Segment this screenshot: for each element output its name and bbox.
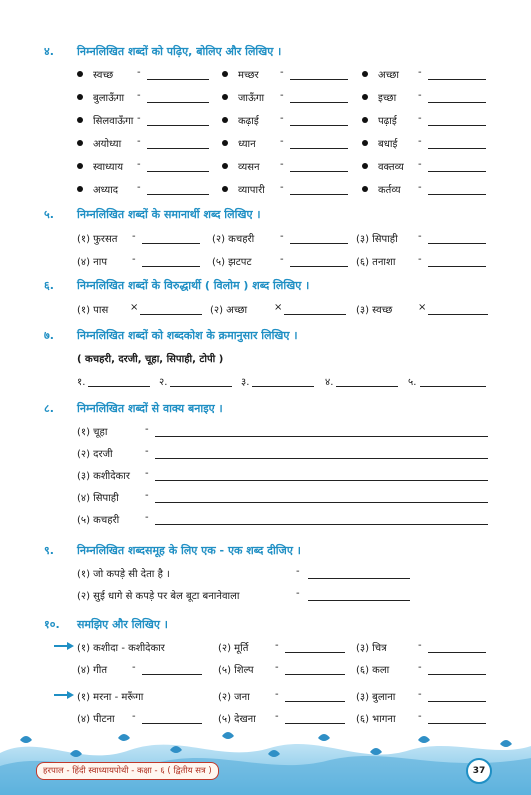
- q4-answer-line[interactable]: [147, 194, 209, 195]
- q4-answer-line[interactable]: [147, 79, 209, 80]
- arrow-right-icon: [54, 691, 74, 699]
- q4-answer-line[interactable]: [290, 125, 348, 126]
- q10-item: (५) देखना: [218, 714, 256, 725]
- q6-cross-3: ×: [418, 302, 427, 313]
- q5-item: (२) कचहरी: [212, 234, 255, 245]
- q7-word-list: ( कचहरी, दरजी, चूहा, सिपाही, टोपी ): [77, 354, 224, 365]
- q5-dash: -: [418, 231, 422, 242]
- q4-word: [362, 182, 401, 200]
- arrow-right-icon: [54, 642, 74, 650]
- q4-answer-line[interactable]: [290, 148, 348, 149]
- q7-slot-line-4[interactable]: [336, 386, 398, 387]
- q5-item: (४) नाप: [77, 257, 108, 268]
- q4-answer-line[interactable]: [147, 102, 209, 103]
- q6-row: [0, 302, 531, 322]
- q9-number: ९.: [44, 544, 54, 557]
- q4-word-text: अयोध्या: [93, 139, 122, 150]
- q6-item-3: (३) स्वच्छ: [356, 305, 393, 316]
- q5-item: (३) सिपाही: [356, 234, 398, 245]
- q4-heading: [0, 44, 531, 60]
- q4-word-text: कर्तव्य: [378, 185, 401, 196]
- q10-answer-line[interactable]: [285, 674, 345, 675]
- q4-word-text: व्यसन: [238, 162, 260, 173]
- q7-slot-line-5[interactable]: [420, 386, 486, 387]
- q4-answer-line[interactable]: [147, 171, 209, 172]
- q4-dash: -: [137, 136, 141, 147]
- q9-row-1: [0, 566, 531, 586]
- q4-word-text: मच्छर: [238, 70, 259, 81]
- q4-word-text: सिलवाऊँगा: [93, 116, 134, 127]
- bullet-icon: [77, 117, 83, 123]
- q4-answer-line[interactable]: [428, 102, 486, 103]
- bullet-icon: [77, 163, 83, 169]
- q5-title: निम्नलिखित शब्दों के समानार्थी शब्द लिखिए ।: [77, 208, 261, 221]
- q4-dash: -: [137, 90, 141, 101]
- q4-word: [77, 182, 118, 200]
- q4-dash: -: [137, 113, 141, 124]
- q8-dash: -: [145, 446, 149, 457]
- q4-dash: -: [280, 182, 284, 193]
- q4-word-text: अध्याद: [93, 185, 119, 196]
- q10-item: (६) भागना: [356, 714, 396, 725]
- q10-item: (२) जना: [218, 692, 250, 703]
- q5-answer-line[interactable]: [428, 266, 486, 267]
- q9-item-2: (२) सुई धागे से कपड़े पर बेल बूटा बनानेवाला: [77, 591, 240, 602]
- q10-dash: -: [418, 689, 422, 700]
- bullet-icon: [77, 186, 83, 192]
- q8-dash: -: [145, 424, 149, 435]
- q8-item: (३) कशीदेकार: [77, 471, 130, 482]
- q10-row: [0, 689, 531, 709]
- q4-dash: -: [280, 90, 284, 101]
- q6-heading: [0, 278, 531, 294]
- q5-item: (५) झटपट: [212, 257, 252, 268]
- q7-slot-label-4: ४.: [325, 377, 334, 388]
- q6-answer-line-2[interactable]: [284, 314, 346, 315]
- q10-item: (३) बुलाना: [356, 692, 396, 703]
- q4-word-text: स्वच्छ: [93, 70, 114, 81]
- q5-row: [0, 254, 531, 274]
- q4-dash: -: [418, 67, 422, 78]
- q4-answer-line[interactable]: [428, 148, 486, 149]
- q4-word-text: अच्छा: [378, 70, 399, 81]
- q4-row: [0, 182, 531, 202]
- q4-word-text: बुलाऊँगा: [93, 93, 125, 104]
- q4-dash: -: [418, 159, 422, 170]
- q5-heading: [0, 207, 531, 223]
- bullet-icon: [362, 71, 368, 77]
- q4-answer-line[interactable]: [428, 125, 486, 126]
- bullet-icon: [222, 163, 228, 169]
- q9-item-1: (१) जो कपड़े सी देता है ।: [77, 569, 170, 580]
- q4-word: [77, 90, 124, 108]
- q4-word-text: जाऊँगा: [238, 93, 265, 104]
- q4-word: [222, 67, 259, 85]
- bullet-icon: [362, 163, 368, 169]
- q10-answer-line[interactable]: [285, 701, 345, 702]
- q5-item: (१) फुरसत: [77, 234, 118, 245]
- bullet-icon: [77, 94, 83, 100]
- q8-dash: -: [145, 468, 149, 479]
- q4-dash: -: [418, 136, 422, 147]
- q10-row: [0, 640, 531, 660]
- bullet-icon: [362, 117, 368, 123]
- q4-word: [362, 67, 399, 85]
- q4-dash: -: [280, 113, 284, 124]
- q7-slot-label-2: २.: [159, 377, 168, 388]
- q4-row: [0, 159, 531, 179]
- q5-answer-line[interactable]: [142, 266, 200, 267]
- q4-row: [0, 136, 531, 156]
- q4-word: [362, 113, 397, 131]
- q8-answer-line[interactable]: [155, 436, 488, 437]
- q8-row: [0, 512, 531, 532]
- bullet-icon: [362, 186, 368, 192]
- q5-dash: -: [132, 231, 136, 242]
- q8-row: [0, 468, 531, 488]
- q4-row: [0, 113, 531, 133]
- q4-answer-line[interactable]: [428, 194, 486, 195]
- q10-dash: -: [275, 711, 279, 722]
- q4-dash: -: [137, 67, 141, 78]
- q9-answer-line-1[interactable]: [308, 578, 410, 579]
- q10-item: (६) कला: [356, 665, 390, 676]
- bullet-icon: [222, 140, 228, 146]
- q4-word: [77, 113, 133, 131]
- q4-answer-line[interactable]: [147, 148, 209, 149]
- q6-item-1: (१) पास: [77, 305, 109, 316]
- q4-answer-line[interactable]: [428, 171, 486, 172]
- q4-word: [222, 90, 264, 108]
- q10-answer-line[interactable]: [428, 674, 486, 675]
- q6-number: ६.: [44, 279, 54, 292]
- q8-answer-line[interactable]: [155, 502, 488, 503]
- q4-word-text: कढ़ाई: [238, 116, 259, 127]
- q10-heading: [0, 617, 531, 633]
- q9-title: निम्नलिखित शब्दसमूह के लिए एक - एक शब्द दीजिए ।: [77, 544, 301, 557]
- q8-item: (४) सिपाही: [77, 493, 119, 504]
- q10-item: (५) शिल्प: [218, 665, 254, 676]
- q4-answer-line[interactable]: [147, 125, 209, 126]
- q8-item: (१) चूहा: [77, 427, 108, 438]
- q6-cross-1: ×: [130, 302, 139, 313]
- q10-answer-line[interactable]: [428, 652, 486, 653]
- bullet-icon: [77, 140, 83, 146]
- q8-row: [0, 446, 531, 466]
- q8-title: निम्नलिखित शब्दों से वाक्य बनाइए ।: [77, 402, 223, 415]
- q4-word: [222, 182, 265, 200]
- q10-row: [0, 662, 531, 682]
- q5-dash: -: [280, 254, 284, 265]
- q4-row: [0, 67, 531, 87]
- q9-dash-2: -: [296, 588, 300, 599]
- q4-word: [362, 90, 396, 108]
- q4-word-text: बधाई: [378, 139, 398, 150]
- q10-dash: -: [132, 662, 136, 673]
- q8-item: (२) दरजी: [77, 449, 113, 460]
- q10-answer-line[interactable]: [285, 723, 345, 724]
- q7-slot-line-1[interactable]: [88, 386, 150, 387]
- q8-answer-line[interactable]: [155, 458, 488, 459]
- q7-slot-label-5: ५.: [408, 377, 417, 388]
- q4-title: निम्नलिखित शब्दों को पढ़िए, बोलिए और लिखिए ।: [77, 45, 282, 58]
- q5-answer-line[interactable]: [290, 243, 348, 244]
- q4-dash: -: [137, 182, 141, 193]
- q4-word-text: इच्छा: [378, 93, 397, 104]
- q7-slot-line-3[interactable]: [252, 386, 314, 387]
- q5-dash: -: [418, 254, 422, 265]
- q10-title: समझिए और लिखिए ।: [77, 618, 168, 631]
- q10-item: (१) कशीदा - कशीदेकार: [77, 643, 165, 654]
- q10-dash: -: [418, 662, 422, 673]
- q6-cross-2: ×: [274, 302, 283, 313]
- bullet-icon: [362, 140, 368, 146]
- q10-dash: -: [275, 689, 279, 700]
- q4-word: [222, 113, 259, 131]
- q8-dash: -: [145, 490, 149, 501]
- q8-row: [0, 424, 531, 444]
- q8-number: ८.: [44, 402, 54, 415]
- q10-dash: -: [275, 662, 279, 673]
- q8-row: [0, 490, 531, 510]
- q8-dash: -: [145, 512, 149, 523]
- q4-word-text: पढ़ाई: [378, 116, 397, 127]
- q7-number: ७.: [44, 329, 54, 342]
- q4-answer-line[interactable]: [290, 102, 348, 103]
- q4-dash: -: [418, 113, 422, 124]
- q4-word-text: स्वाध्याय: [93, 162, 123, 173]
- q6-answer-line-3[interactable]: [428, 314, 488, 315]
- page-number: 37: [466, 758, 492, 784]
- q4-word-text: व्यापारी: [238, 185, 265, 196]
- q5-answer-line[interactable]: [142, 243, 200, 244]
- q10-item: (२) मूर्ति: [218, 643, 249, 654]
- q10-dash: -: [418, 711, 422, 722]
- q4-number: ४.: [44, 45, 54, 58]
- q10-number: १०.: [44, 618, 60, 631]
- q10-answer-line[interactable]: [142, 723, 202, 724]
- q4-dash: -: [418, 90, 422, 101]
- q4-answer-line[interactable]: [290, 194, 348, 195]
- q4-word: [222, 159, 260, 177]
- q7-slot-line-2[interactable]: [170, 386, 232, 387]
- q4-word-text: वक्तव्य: [378, 162, 404, 173]
- q4-word: [222, 136, 256, 154]
- bullet-icon: [222, 94, 228, 100]
- q6-title: निम्नलिखित शब्दों के विरुद्धार्थी ( विलोम ) शब्द लिखिए ।: [77, 279, 310, 292]
- q4-word: [77, 67, 113, 85]
- q10-dash: -: [275, 640, 279, 651]
- q4-word: [362, 159, 404, 177]
- q10-dash: -: [132, 711, 136, 722]
- q6-item-2: (२) अच्छा: [210, 305, 248, 316]
- q4-dash: -: [280, 67, 284, 78]
- q5-row: [0, 231, 531, 251]
- q8-item: (५) कचहरी: [77, 515, 120, 526]
- q4-dash: -: [418, 182, 422, 193]
- q10-answer-line[interactable]: [428, 723, 486, 724]
- q4-dash: -: [280, 136, 284, 147]
- q10-item: (१) मरना - मरूँगा: [77, 692, 144, 703]
- bullet-icon: [222, 117, 228, 123]
- q4-word-text: ध्यान: [238, 139, 256, 150]
- q5-dash: -: [280, 231, 284, 242]
- bullet-icon: [222, 71, 228, 77]
- q8-answer-line[interactable]: [155, 524, 488, 525]
- q5-item: (६) तनाशा: [356, 257, 396, 268]
- q4-dash: -: [280, 159, 284, 170]
- q7-slot-label-1: १.: [77, 377, 86, 388]
- q10-item: (४) पीटना: [77, 714, 115, 725]
- q7-title: निम्नलिखित शब्दों को शब्दकोश के क्रमानुसार लिखिए ।: [77, 329, 298, 342]
- q10-answer-line[interactable]: [285, 652, 345, 653]
- q7-slots-row: [0, 374, 531, 394]
- q10-answer-line[interactable]: [428, 701, 486, 702]
- q4-word: [77, 136, 121, 154]
- q9-answer-line-2[interactable]: [308, 600, 410, 601]
- q8-answer-line[interactable]: [155, 480, 488, 481]
- bullet-icon: [362, 94, 368, 100]
- footer-book-label: हरपाल - हिंदी स्वाध्यायपोथी - कक्षा - ६ ( द्वितीय सत्र ): [36, 762, 219, 780]
- q4-answer-line[interactable]: [428, 79, 486, 80]
- q10-item: (४) गीत: [77, 665, 108, 676]
- q10-dash: -: [418, 640, 422, 651]
- bullet-icon: [222, 186, 228, 192]
- q5-answer-line[interactable]: [290, 266, 348, 267]
- q4-answer-line[interactable]: [290, 171, 348, 172]
- q9-heading: [0, 543, 531, 559]
- q9-row-2: [0, 588, 531, 608]
- q7-slot-label-3: ३.: [241, 377, 250, 388]
- q4-dash: -: [137, 159, 141, 170]
- q5-answer-line[interactable]: [428, 243, 486, 244]
- q9-dash-1: -: [296, 566, 300, 577]
- q6-answer-line-1[interactable]: [140, 314, 202, 315]
- q5-number: ५.: [44, 208, 54, 221]
- q10-answer-line[interactable]: [142, 674, 202, 675]
- bullet-icon: [77, 71, 83, 77]
- q4-answer-line[interactable]: [290, 79, 348, 80]
- q4-word: [362, 136, 397, 154]
- q5-dash: -: [132, 254, 136, 265]
- q7-heading: [0, 328, 531, 344]
- q4-word: [77, 159, 123, 177]
- q4-row: [0, 90, 531, 110]
- q8-heading: [0, 401, 531, 417]
- q10-item: (३) चित्र: [356, 643, 387, 654]
